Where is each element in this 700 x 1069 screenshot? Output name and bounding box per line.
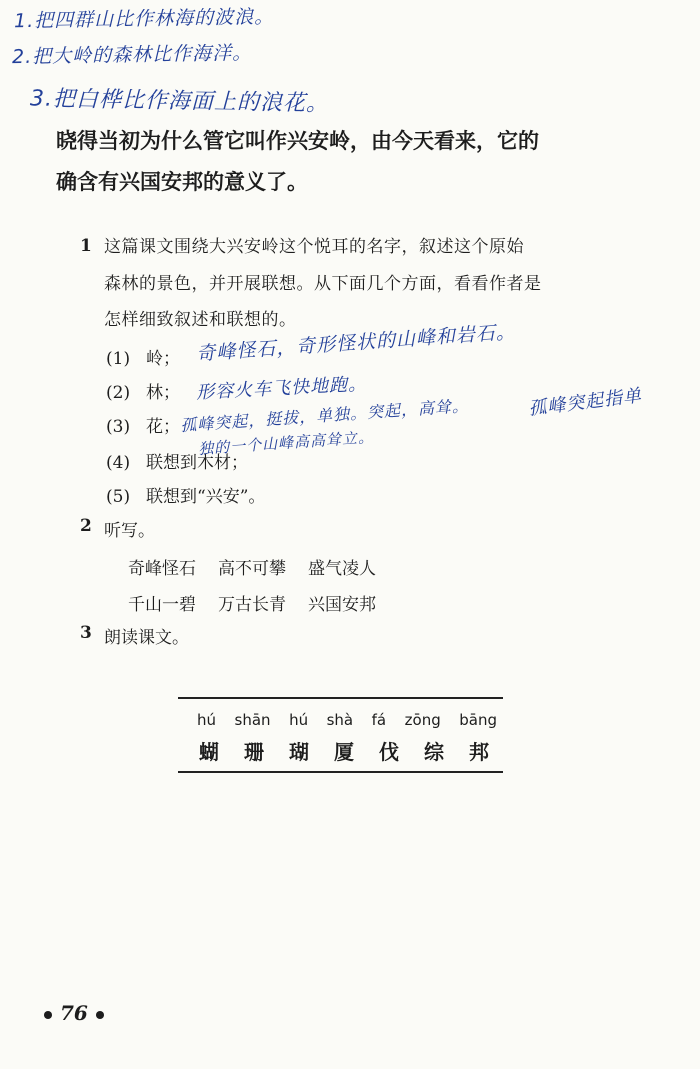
hanzi: 厦 <box>334 740 354 764</box>
page-number-text: 76 <box>60 1001 88 1025</box>
item-text: 花； <box>146 417 180 437</box>
exercise-1-line-1: 这篇课文围绕大兴安岭这个悦耳的名字，叙述这个原始 <box>104 237 524 257</box>
handwritten-answer-lin: 形容火车飞快地跑。 <box>195 373 368 404</box>
pinyin: shān <box>234 711 271 729</box>
item-number: (2) <box>106 383 131 403</box>
item-number: (5) <box>106 487 131 507</box>
pinyin: hú <box>197 711 217 729</box>
hanzi: 蝴 <box>199 740 219 764</box>
item-number: (4) <box>106 453 131 473</box>
exercise-2-number: 2 <box>80 516 92 536</box>
item-text: 林； <box>146 383 180 403</box>
handwritten-note-1: 1.把四群山比作林海的波浪。 <box>13 5 275 33</box>
exercise-1-item-2 <box>106 378 180 403</box>
item-text: 岭； <box>146 349 180 369</box>
handwritten-answer-hua-a: 孤峰突起，挺拔，单独。突起，高耸。 <box>179 395 470 436</box>
pinyin: shà <box>326 711 354 729</box>
dictation-word: 高不可攀 <box>218 559 286 579</box>
pinyin: fá <box>371 711 387 729</box>
dictation-word: 千山一碧 <box>128 595 196 615</box>
passage-line-1: 晓得当初为什么管它叫作兴安岭，由今天看来，它的 <box>56 128 539 153</box>
dictation-word: 万古长青 <box>218 595 286 615</box>
vocab-bottom-rule <box>178 771 503 773</box>
hanzi: 瑚 <box>289 740 309 764</box>
page-number <box>36 1001 112 1025</box>
vocab-top-rule <box>178 697 503 699</box>
vocab-hanzi-row <box>199 736 489 765</box>
exercise-1-line-2: 森林的景色，并开展联想。从下面几个方面，看看作者是 <box>104 274 542 294</box>
hanzi: 综 <box>424 740 444 764</box>
dictation-word: 奇峰怪石 <box>128 559 196 579</box>
item-text: 联想到“兴安”。 <box>146 487 266 507</box>
vocab-pinyin-row <box>197 711 497 729</box>
exercise-3-number: 3 <box>80 623 92 643</box>
pinyin: zōng <box>404 711 441 729</box>
bullet-dot-icon <box>44 1011 52 1019</box>
handwritten-answer-hua-b: 孤峰突起指单 <box>527 385 644 420</box>
item-number: (1) <box>106 349 131 369</box>
bullet-dot-icon <box>96 1011 104 1019</box>
exercise-1-item-5 <box>106 482 265 507</box>
dictation-row-2 <box>128 590 398 615</box>
exercise-2-text: 听写。 <box>104 521 155 541</box>
handwritten-note-3: 3.把白桦比作海面上的浪花。 <box>29 86 330 117</box>
exercise-1-item-1 <box>106 344 180 369</box>
hanzi: 伐 <box>379 740 399 764</box>
exercise-1-number: 1 <box>80 236 92 256</box>
handwritten-answer-ling: 奇峰怪石，奇形怪状的山峰和岩石。 <box>195 320 517 366</box>
item-number: (3) <box>106 417 131 437</box>
passage-line-2: 确含有兴国安邦的意义了。 <box>56 169 308 194</box>
handwritten-note-2: 2.把大岭的森林比作海洋。 <box>11 41 253 69</box>
dictation-word: 兴国安邦 <box>308 595 376 615</box>
exercise-3-text: 朗读课文。 <box>104 628 189 648</box>
pinyin: bāng <box>459 711 497 729</box>
pinyin: hú <box>289 711 309 729</box>
hanzi: 邦 <box>469 740 489 764</box>
handwritten-answer-hua-c: 独的一个山峰高高耸立。 <box>197 427 375 459</box>
item-text: 联想到木材； <box>146 453 248 473</box>
dictation-word: 盛气凌人 <box>308 559 376 579</box>
dictation-row-1 <box>128 554 398 579</box>
exercise-1-item-3 <box>106 412 180 437</box>
hanzi: 珊 <box>244 740 264 764</box>
exercise-1-line-3: 怎样细致叙述和联想的。 <box>104 310 297 330</box>
